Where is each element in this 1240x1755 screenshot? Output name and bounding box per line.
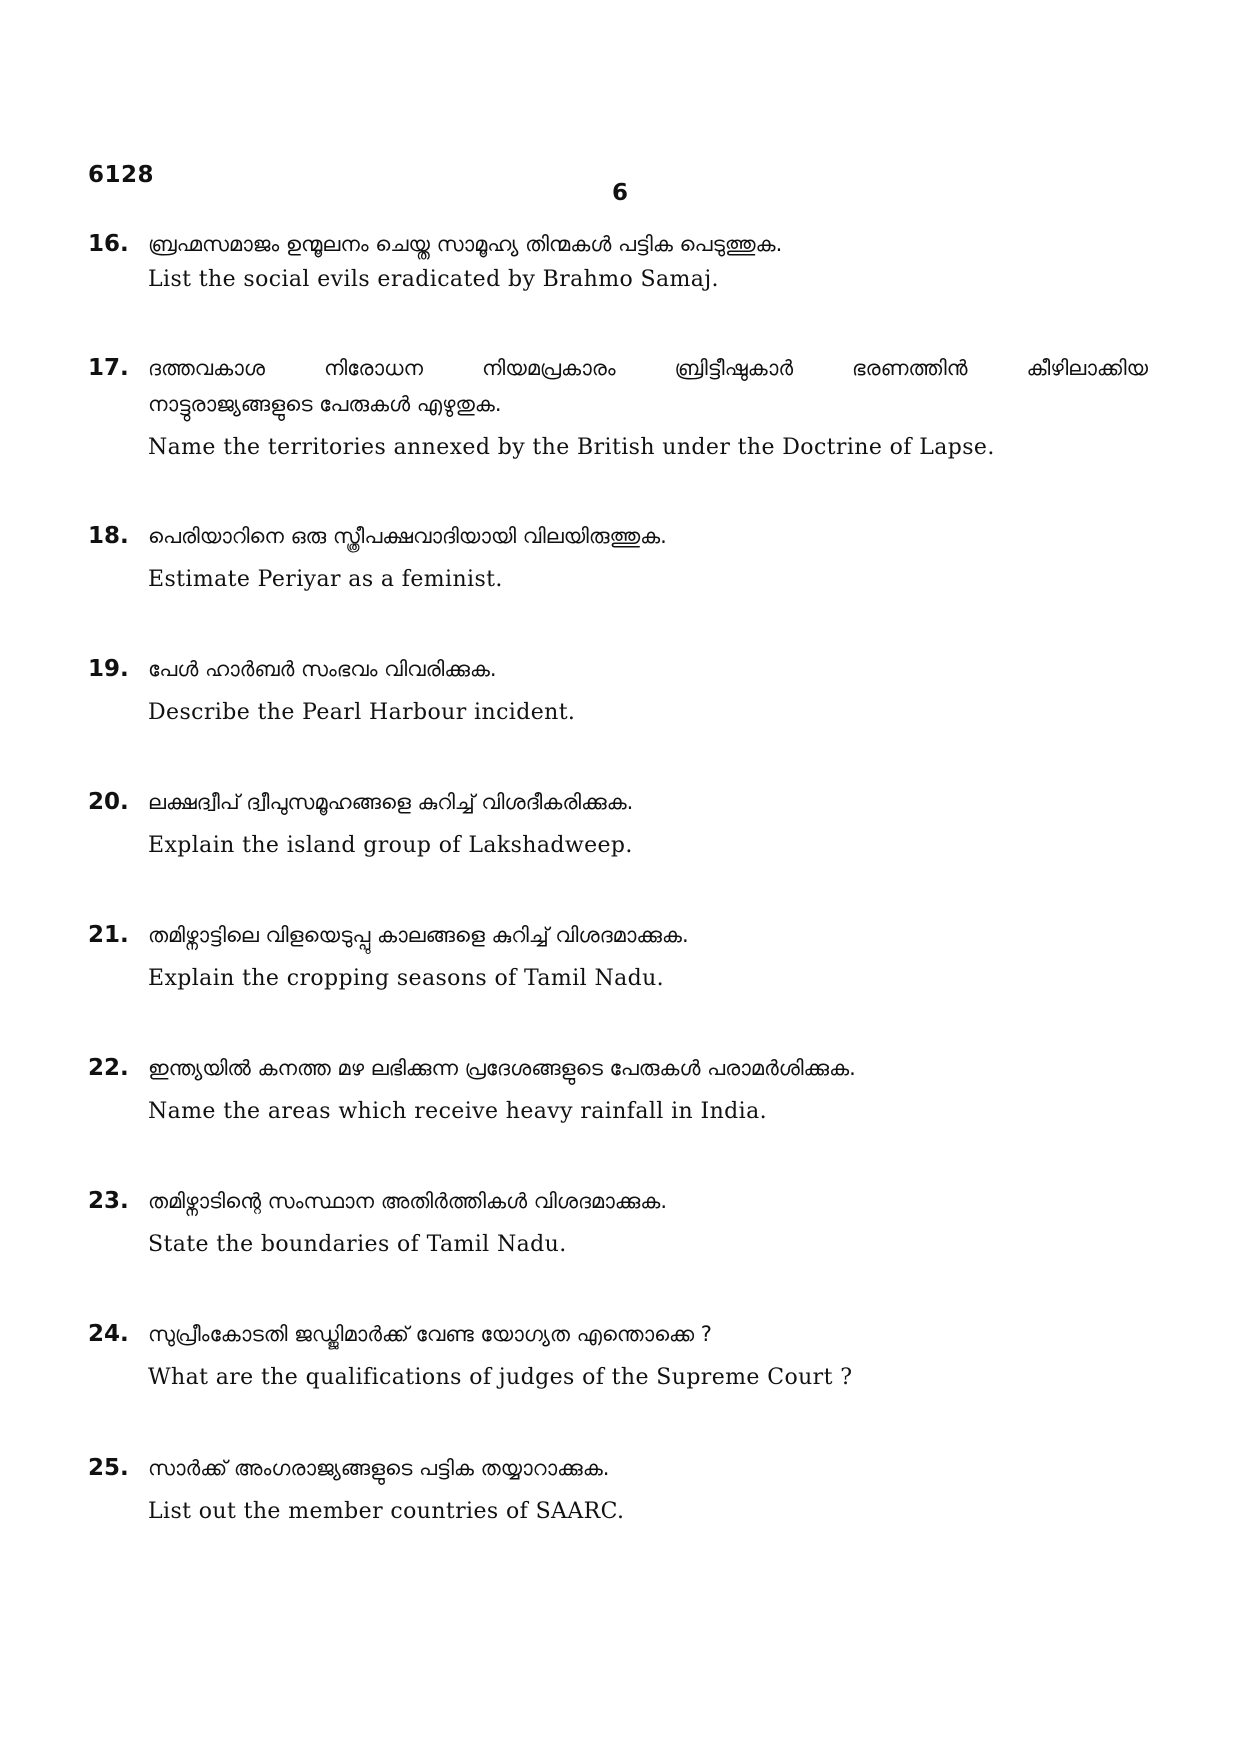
paper-code: 6128 (88, 162, 155, 188)
question-number: 20. (88, 789, 129, 815)
question-text-malayalam: സാർക്ക് അംഗരാജ്യങ്ങളുടെ പട്ടിക തയ്യാറാക്കുക. (148, 1456, 610, 1480)
question-23 (88, 1183, 1148, 1263)
question-text-malayalam: ബ്രഹ്മസമാജം ഉന്മൂലനം ചെയ്ത സാമൂഹ്യ തിന്മകൾ പട്ടിക പെടുത്തുക. (148, 232, 783, 256)
question-21 (88, 917, 1148, 997)
question-19 (88, 651, 1148, 731)
question-text-malayalam: പെരിയാറിനെ ഒരു സ്ത്രീപക്ഷവാദിയായി വിലയിരുത്തുക. (148, 524, 667, 548)
question-text-english: Explain the cropping seasons of Tamil Nadu. (148, 966, 665, 991)
question-text-malayalam: തമിഴ്നാട്ടിലെ വിളയെടുപ്പു കാലങ്ങളെ കുറിച്ച് വിശദമാക്കുക. (148, 923, 689, 947)
question-number: 19. (88, 656, 129, 682)
question-text-malayalam: തമിഴ്നാടിന്റെ സംസ്ഥാന അതിർത്തികൾ വിശദമാക്കുക. (148, 1189, 668, 1213)
question-text-malayalam: സുപ്രീംകോടതി ജഡ്ജിമാർക്ക് വേണ്ട യോഗ്യത എന്തൊക്കെ ? (148, 1322, 712, 1346)
question-22 (88, 1050, 1148, 1130)
question-20 (88, 784, 1148, 864)
question-text-malayalam: പേൾ ഹാർബർ സംഭവം വിവരിക്കുക. (148, 657, 497, 681)
question-text-malayalam-continued: നാട്ടുരാജ്യങ്ങളുടെ പേരുകൾ എഴുതുക. (148, 392, 502, 416)
question-number: 25. (88, 1455, 129, 1481)
page-number: 6 (611, 180, 628, 206)
question-number: 17. (88, 355, 129, 381)
question-text-english: State the boundaries of Tamil Nadu. (148, 1232, 567, 1257)
question-text-english: What are the qualifications of judges of the Supreme Court ? (148, 1365, 853, 1390)
question-16 (88, 226, 1148, 298)
question-17 (88, 350, 1148, 466)
question-number: 16. (88, 231, 129, 257)
question-text-malayalam: ദത്തവകാശ നിരോധന നിയമപ്രകാരം ബ്രിട്ടീഷുകാർ ഭരണത്തിൻ കീഴിലാക്കിയ (148, 356, 1148, 380)
question-number: 18. (88, 523, 129, 549)
question-text-english: Describe the Pearl Harbour incident. (148, 700, 576, 725)
question-number: 24. (88, 1321, 129, 1347)
question-text-malayalam: ലക്ഷദ്വീപ് ദ്വീപുസമൂഹങ്ങളെ കുറിച്ച് വിശദീകരിക്കുക. (148, 790, 634, 814)
question-text-english: Explain the island group of Lakshadweep. (148, 833, 633, 858)
question-text-english: Name the areas which receive heavy rainfall in India. (148, 1099, 767, 1124)
question-number: 23. (88, 1188, 129, 1214)
question-18 (88, 518, 1148, 598)
question-text-english: List the social evils eradicated by Brahmo Samaj. (148, 267, 719, 292)
question-24 (88, 1316, 1148, 1396)
question-text-english: Estimate Periyar as a feminist. (148, 567, 503, 592)
question-number: 21. (88, 922, 129, 948)
question-number: 22. (88, 1055, 129, 1081)
question-text-malayalam: ഇന്ത്യയിൽ കനത്ത മഴ ലഭിക്കുന്ന പ്രദേശങ്ങളുടെ പേരുകൾ പരാമർശിക്കുക. (148, 1056, 856, 1080)
question-25 (88, 1450, 1148, 1530)
question-text-english: Name the territories annexed by the British under the Doctrine of Lapse. (148, 435, 995, 460)
question-text-english: List out the member countries of SAARC. (148, 1499, 625, 1524)
